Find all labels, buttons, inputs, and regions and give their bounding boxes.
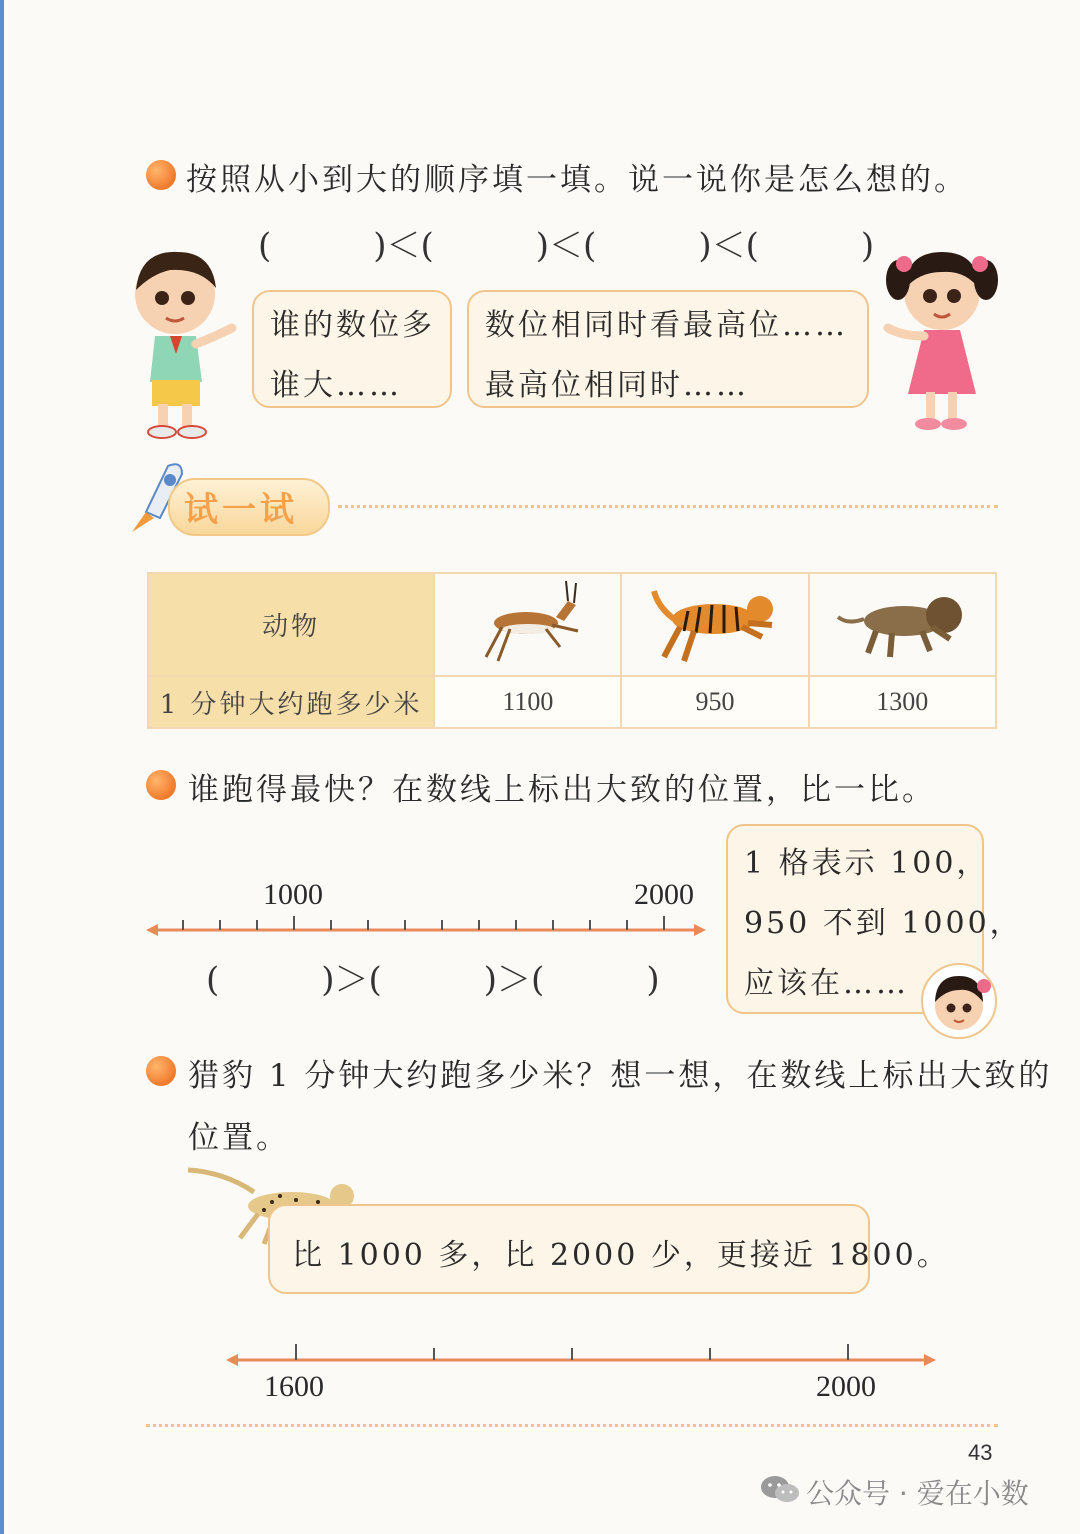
girl-bubble-line-1: 数位相同时看最高位……	[485, 308, 848, 343]
order-blanks: ( )＜( )＜( )＜( )	[258, 226, 875, 266]
question-3-line-1: 猎豹 1 分钟大约跑多少米？想一想，在数线上标出大致的	[188, 1058, 1053, 1094]
wechat-icon	[760, 1474, 800, 1504]
numberline-label-2000: 2000	[634, 878, 694, 911]
tiger-image	[621, 573, 808, 676]
bullet-dot	[146, 770, 176, 800]
girl-bubble-line-2: 最高位相同时……	[485, 368, 749, 403]
numberline-label-1600: 1600	[264, 1370, 324, 1403]
lion-speed: 1300	[809, 676, 996, 728]
table-row-label: 1 分钟大约跑多少米	[148, 676, 434, 728]
table-header-cell: 动物	[148, 573, 434, 676]
animal-speed-table	[147, 572, 997, 729]
number-line-1[interactable]	[144, 906, 708, 946]
bullet-dot	[146, 1056, 176, 1086]
section-divider	[338, 505, 998, 508]
antelope-speed: 1100	[434, 676, 621, 728]
question-1: 按照从小到大的顺序填一填。说一说你是怎么想的。	[186, 162, 968, 198]
compare-blanks: ( )＞( )＞( )	[206, 960, 660, 1000]
boy-bubble-line-2: 谁大……	[270, 368, 402, 403]
question-3-line-2: 位置。	[188, 1120, 290, 1156]
boy-illustration	[130, 244, 240, 440]
numberline-label-2000b: 2000	[816, 1370, 876, 1403]
question-2: 谁跑得最快？在数线上标出大致的位置，比一比。	[188, 772, 936, 808]
hint-2-text: 比 1000 多，比 2000 少，更接近 1800。	[292, 1238, 950, 1273]
numberline-label-1000: 1000	[263, 878, 323, 911]
tiger-speed: 950	[621, 676, 808, 728]
lion-image	[809, 573, 996, 676]
boy-bubble-line-1: 谁的数位多	[270, 308, 435, 343]
hint-1-line-2: 950 不到 1000，	[744, 906, 1023, 941]
page-number: 43	[968, 1440, 993, 1465]
bottom-divider	[146, 1424, 998, 1427]
watermark-text: 公众号 · 爱在小数	[806, 1477, 1029, 1510]
girl-avatar	[920, 962, 998, 1040]
girl-illustration	[880, 244, 1004, 440]
page-left-edge	[0, 0, 4, 1534]
bullet-dot	[146, 160, 176, 190]
antelope-image	[434, 573, 621, 676]
hint-1-line-3: 应该在……	[744, 966, 909, 1001]
hint-1-line-1: 1 格表示 100，	[744, 846, 990, 881]
try-badge-label: 试一试	[184, 490, 298, 530]
